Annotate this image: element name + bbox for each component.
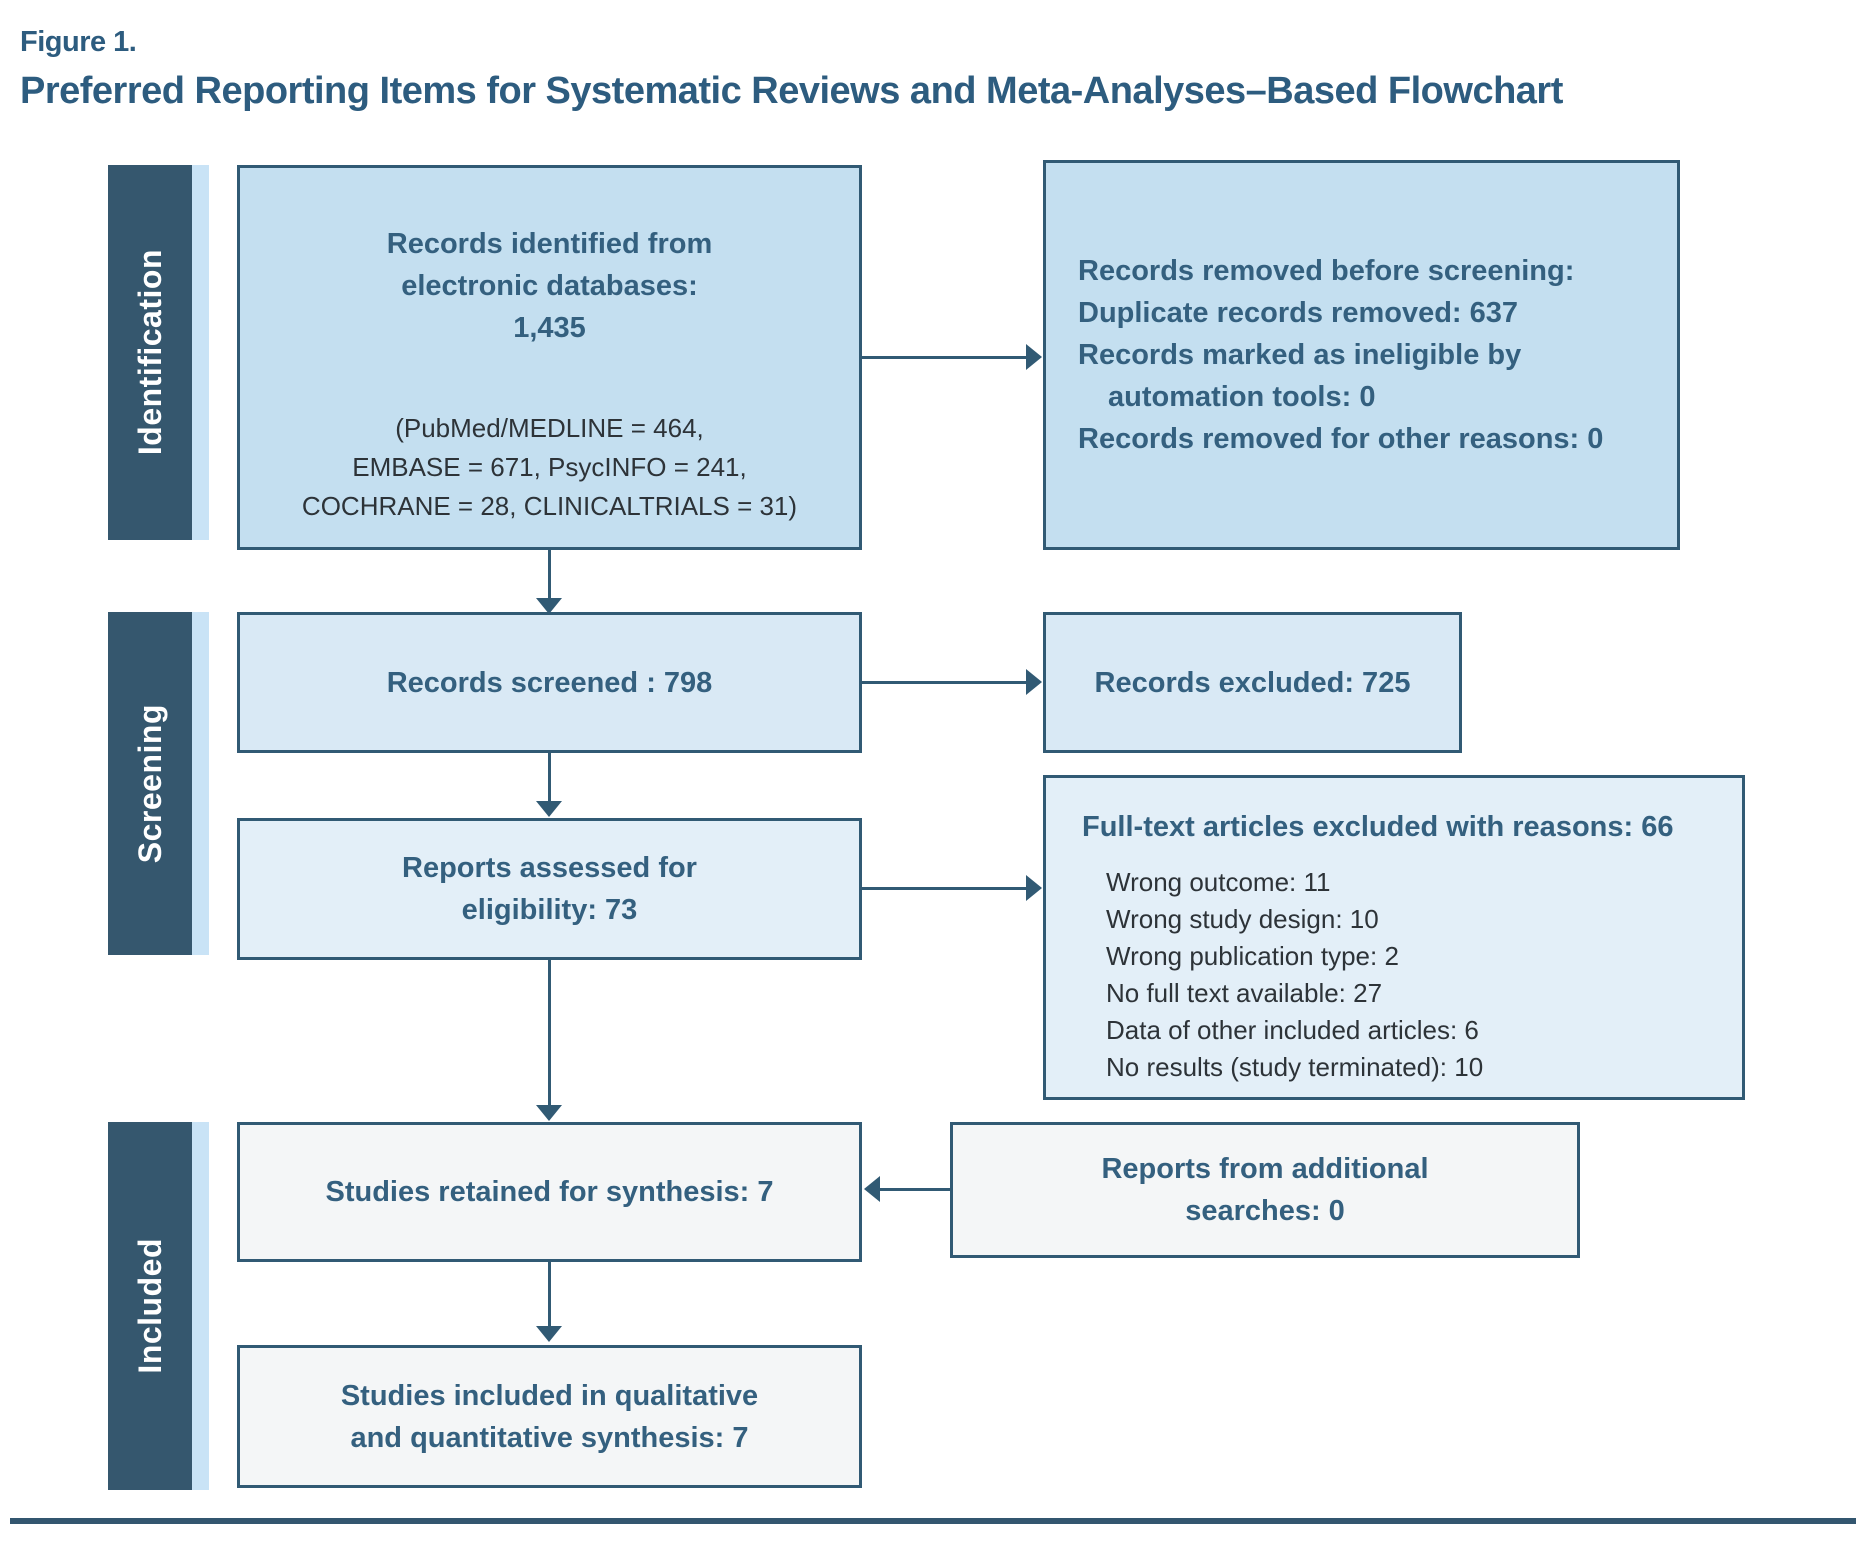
arrowhead-right-icon bbox=[1026, 875, 1042, 901]
arrow-identified-to-removed bbox=[862, 356, 1026, 359]
box-text-line: Reports assessed for bbox=[402, 852, 697, 884]
arrow-assessed-to-fulltext-excluded bbox=[862, 887, 1026, 890]
stage-strip-identification bbox=[192, 165, 209, 540]
box-text-line: automation tools: 0 bbox=[1108, 381, 1376, 413]
box-text-line: searches: 0 bbox=[1185, 1195, 1345, 1227]
exclusion-reason: No full text available: 27 bbox=[1106, 978, 1383, 1008]
box-text-line: Studies included in qualitative bbox=[340, 1379, 759, 1412]
stage-band-screening bbox=[108, 612, 192, 955]
bottom-divider bbox=[10, 1518, 1856, 1524]
arrowhead-down-icon bbox=[536, 801, 562, 817]
box-records-excluded bbox=[1043, 612, 1462, 753]
stage-band-included bbox=[108, 1122, 192, 1490]
box-fulltext-excluded bbox=[1043, 775, 1745, 1100]
arrow-additional-to-retained bbox=[880, 1188, 950, 1191]
box-text-line: Records removed before screening: bbox=[1078, 255, 1575, 287]
arrowhead-down-icon bbox=[536, 1326, 562, 1342]
arrow-identified-to-screened bbox=[548, 550, 551, 600]
box-heading-line: electronic databases: bbox=[401, 270, 698, 302]
box-detail-line: COCHRANE = 28, CLINICALTRIALS = 31) bbox=[301, 491, 798, 521]
arrowhead-right-icon bbox=[1026, 344, 1042, 370]
box-text-line: Records excluded: 725 bbox=[1094, 666, 1411, 699]
box-detail-line: EMBASE = 671, PsycINFO = 241, bbox=[352, 452, 747, 482]
box-text-line: eligibility: 73 bbox=[461, 894, 638, 926]
figure-label: Figure 1. bbox=[20, 26, 137, 58]
box-detail-line: (PubMed/MEDLINE = 464, bbox=[395, 413, 704, 443]
exclusion-reason: Wrong outcome: 11 bbox=[1106, 867, 1331, 897]
arrowhead-right-icon bbox=[1026, 669, 1042, 695]
arrow-screened-to-excluded bbox=[862, 681, 1026, 684]
arrow-screened-to-assessed bbox=[548, 753, 551, 803]
box-text-line: Duplicate records removed: 637 bbox=[1078, 297, 1519, 329]
arrow-retained-to-included bbox=[548, 1262, 551, 1328]
exclusion-reason: Wrong study design: 10 bbox=[1106, 904, 1379, 934]
box-studies-retained bbox=[237, 1122, 862, 1262]
stage-label-included: Included bbox=[131, 1238, 168, 1374]
arrow-assessed-to-retained bbox=[548, 960, 551, 1107]
box-records-screened bbox=[237, 612, 862, 753]
box-text-line: Reports from additional bbox=[1101, 1153, 1429, 1185]
stage-strip-screening bbox=[192, 612, 209, 955]
figure-title: Preferred Reporting Items for Systematic Reviews and Meta-Analyses–Based Flowchart bbox=[20, 70, 1563, 112]
stage-label-screening: Screening bbox=[131, 703, 168, 864]
box-reports-assessed bbox=[237, 818, 862, 960]
stage-strip-included bbox=[192, 1122, 209, 1490]
arrowhead-down-icon bbox=[536, 1105, 562, 1121]
exclusion-reason-list bbox=[1082, 864, 1722, 1086]
exclusion-reason: Data of other included articles: 6 bbox=[1106, 1015, 1479, 1045]
box-text-line: Records removed for other reasons: 0 bbox=[1078, 423, 1604, 455]
stage-band-identification bbox=[108, 165, 192, 540]
box-records-identified bbox=[237, 165, 862, 550]
box-heading-line: 1,435 bbox=[513, 312, 586, 344]
box-text-line: Studies retained for synthesis: 7 bbox=[325, 1176, 774, 1208]
box-heading-line: Records identified from bbox=[386, 228, 713, 260]
arrowhead-left-icon bbox=[864, 1176, 880, 1202]
box-text-line: and quantitative synthesis: 7 bbox=[350, 1421, 749, 1454]
exclusion-reason: Wrong publication type: 2 bbox=[1106, 941, 1399, 971]
arrowhead-down-icon bbox=[536, 598, 562, 614]
box-additional-searches bbox=[950, 1122, 1580, 1258]
box-studies-included bbox=[237, 1345, 862, 1488]
box-heading-line: Full-text articles excluded with reasons: 66 bbox=[1082, 811, 1674, 843]
exclusion-reason: No results (study terminated): 10 bbox=[1106, 1052, 1484, 1082]
box-text-line: Records marked as ineligible by bbox=[1078, 339, 1522, 371]
stage-label-identification: Identification bbox=[131, 249, 168, 456]
box-text-line: Records screened : 798 bbox=[386, 666, 713, 699]
box-records-removed bbox=[1043, 160, 1680, 550]
